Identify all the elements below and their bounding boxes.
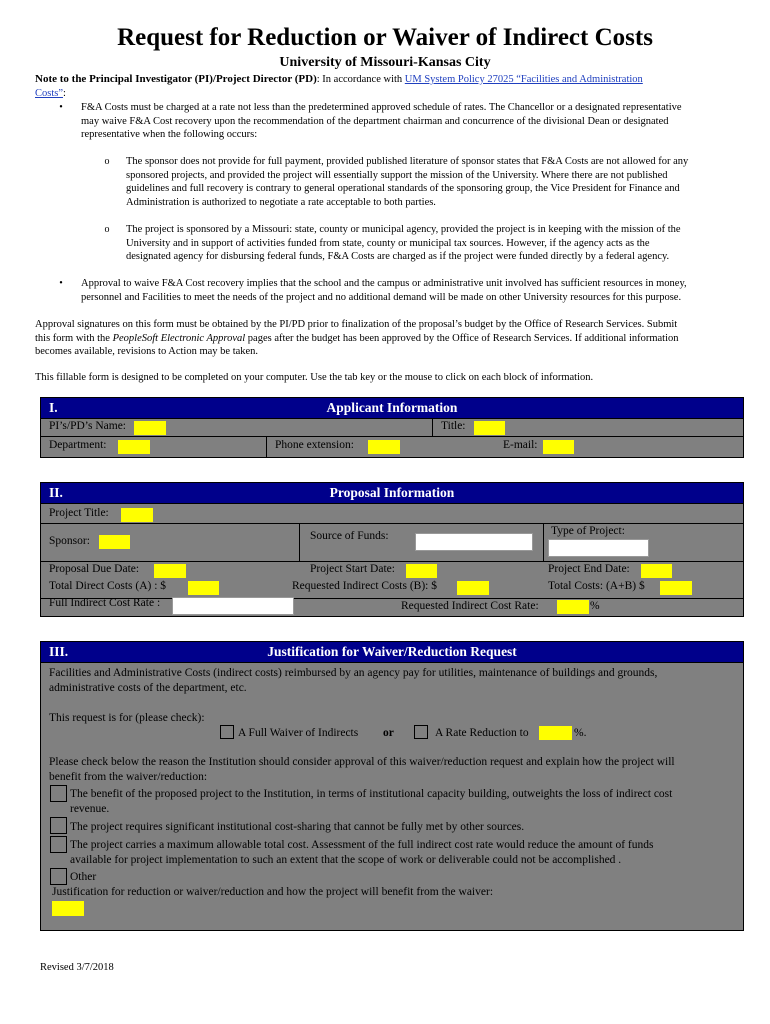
reason-benefit-checkbox[interactable] (50, 785, 67, 802)
rate-reduction-percent: %. (574, 727, 587, 739)
direct-costs-field[interactable] (188, 581, 219, 595)
rate-reduction-label: A Rate Reduction to (435, 727, 529, 739)
project-title-field[interactable] (121, 508, 153, 522)
bullet-2-text: Approval to waive F&A Cost recovery implies that the school and the campus or administrative unit involved has sufficient resources in money, personnel and Facilities to meet the needs of the project and no additional demand will be made on other University resources for this purpose. (81, 278, 687, 303)
revised-date: Revised 3/7/2018 (40, 962, 114, 973)
phone-field[interactable] (368, 440, 400, 454)
title-label: Title: (441, 420, 466, 432)
phone-label: Phone extension: (275, 439, 354, 451)
start-date-label: Project Start Date: (310, 563, 395, 575)
bullet-2: • (59, 278, 63, 289)
source-of-funds-field[interactable] (415, 533, 533, 551)
page-subtitle: University of Missouri-Kansas City (279, 55, 491, 70)
source-of-funds-label: Source of Funds: (310, 530, 389, 542)
justification-field[interactable] (52, 901, 84, 916)
type-of-project-field[interactable] (548, 539, 649, 557)
end-date-label: Project End Date: (548, 563, 630, 575)
policy-link[interactable]: UM System Policy 27025 “Facilities and Administration (404, 74, 643, 85)
bullet-1-text: F&A Costs must be charged at a rate not less than the predetermined approved schedule of rates. The Chancellor or a designated representative may waive F&A Cost recovery upon the recommendation of the department chairman and concurrence of the divisional Dean or designated representative when the following occurs: (81, 102, 682, 140)
pi-name-field[interactable] (134, 421, 166, 435)
requested-indirect-label: Requested Indirect Costs (B): $ (292, 580, 438, 592)
reason-benefit-text: The benefit of the proposed project to the Institution, in terms of institutional capacity building, outweights the loss of indirect cost revenue. (70, 788, 673, 815)
sub-bullet-2-text: The project is sponsored by a Missouri: state, county or municipal agency, provided the project is in keeping with the mission of the University and in support of activities funded from state, county or municipal tax sources. However, if the agency acts as the designated agency for disbursing federal funds, F&A Costs are charged as if the project were funded directly by a federal agency. (126, 224, 681, 262)
rate-reduction-checkbox[interactable] (414, 725, 428, 739)
check-below-text: Please check below the reason the Institution should consider approval of this waiver/reduction request and explain how the project will benefit from the waiver/reduction: (49, 756, 675, 783)
requested-rate-percent: % (590, 600, 600, 612)
department-label: Department: (49, 439, 107, 451)
total-costs-label: Total Costs: (A+B) $ (548, 580, 645, 592)
section-applicant (40, 397, 744, 457)
justification-intro: Facilities and Administrative Costs (indirect costs) reimbursed by an agency pay for utilities, maintenance of buildings and grounds, administrative costs of the department, etc. (49, 667, 658, 694)
note-label: Note to the Principal Investigator (PI)/Project Director (PD) (35, 73, 317, 85)
request-for-label: This request is for (please check): (49, 712, 205, 724)
reason-cost-sharing-text: The project requires significant institutional cost-sharing that cannot be fully met by other sources. (70, 821, 525, 833)
end-date-field[interactable] (641, 564, 672, 578)
due-date-label: Proposal Due Date: (49, 563, 140, 575)
bullet-1: • (59, 102, 63, 113)
sub-bullet-2: o (104, 224, 110, 235)
reason-max-cost-text: The project carries a maximum allowable total cost. Assessment of the full indirect cost rate would reduce the amount of funds available for project implementation to such an extent that the scope of work or deliverable could not be accomplished . (70, 839, 654, 866)
reason-other-checkbox[interactable] (50, 868, 67, 885)
policy-link-cont[interactable]: Costs” (35, 87, 64, 99)
requested-rate-label: Requested Indirect Cost Rate: (401, 600, 539, 612)
sub-bullet-1-text: The sponsor does not provide for full payment, provided published literature of sponsor states that F&A Costs are not allowed for any sponsored projects, and provided the project will essentially support the mission of the University. Where there are not published guidelines and full recovery is contrary to general operational standards of the sponsoring group, the Vice President for Finance and Administration is authorized to negotiate a rate acceptable to both parties. (126, 156, 689, 208)
pi-name-label: PI’s/PD’s Name: (49, 420, 126, 432)
requested-rate-field[interactable] (557, 600, 589, 614)
full-rate-field[interactable] (172, 597, 294, 615)
justification-label: Justification for reduction or waiver/reduction and how the project will benefit from the waiver: (52, 886, 494, 898)
page-title: Request for Reduction or Waiver of Indirect Costs (117, 24, 653, 51)
note-paragraph: Note to the Principal Investigator (PI)/Project Director (PD): In accordance with UM System Policy 27025 “Facilities and Administration Costs”: (35, 73, 643, 99)
title-field[interactable] (474, 421, 505, 435)
type-of-project-label: Type of Project: (551, 525, 625, 537)
requested-indirect-field[interactable] (457, 581, 489, 595)
email-label: E-mail: (503, 439, 538, 451)
due-date-field[interactable] (154, 564, 186, 578)
note-intro: : In accordance with (316, 74, 405, 85)
reason-max-cost-checkbox[interactable] (50, 836, 67, 853)
approval-paragraph: Approval signatures on this form must be obtained by the PI/PD prior to finalization of the proposal’s budget by the Office of Research Services. Submit this form with the PeopleSoft Electronic Approval pages after the budget has been approved by the Office of Research Services. If additional information becomes available, revisions to Action may be taken. (35, 319, 679, 357)
section-justification (40, 641, 744, 931)
project-title-label: Project Title: (49, 507, 109, 519)
rate-reduction-field[interactable] (539, 726, 572, 740)
reason-cost-sharing-checkbox[interactable] (50, 817, 67, 834)
start-date-field[interactable] (406, 564, 437, 578)
total-costs-field[interactable] (660, 581, 692, 595)
section-proposal-header: II. Proposal Information (40, 482, 744, 504)
or-label: or (383, 727, 394, 739)
reason-other-text: Other (70, 871, 97, 883)
full-waiver-label: A Full Waiver of Indirects (238, 727, 359, 739)
section-justification-header: III. Justification for Waiver/Reduction Request (40, 641, 744, 663)
section-proposal (40, 482, 744, 617)
sub-bullet-1: o (104, 156, 110, 167)
department-field[interactable] (118, 440, 150, 454)
full-rate-label: Full Indirect Cost Rate : (49, 597, 161, 609)
email-field[interactable] (543, 440, 574, 454)
direct-costs-label: Total Direct Costs (A) : $ (49, 580, 167, 592)
sponsor-field[interactable] (99, 535, 130, 549)
fillable-note: This fillable form is designed to be completed on your computer. Use the tab key or the mouse to click on each block of information. (35, 372, 594, 383)
section-applicant-header: I. Applicant Information (40, 397, 744, 419)
sponsor-label: Sponsor: (49, 535, 90, 547)
full-waiver-checkbox[interactable] (220, 725, 234, 739)
